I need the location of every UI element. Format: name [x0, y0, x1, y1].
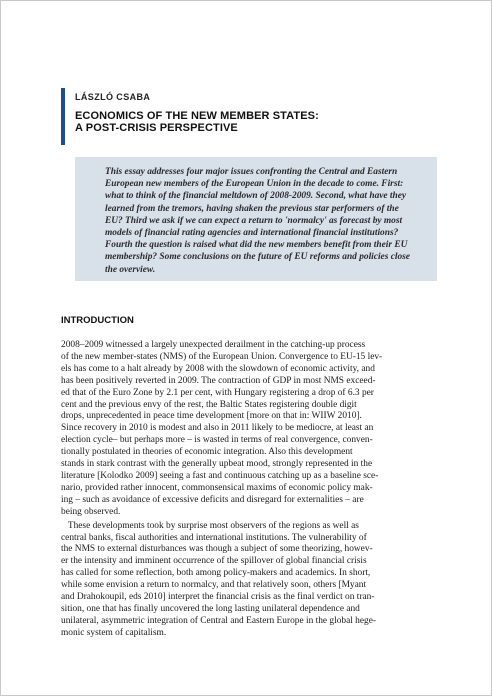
- body-line: sition, one that has finally uncovered the long lasting unilateral dependence and: [61, 603, 360, 614]
- body-line: unilateral, asymmetric integration of Central and Eastern Europe in the global hege-: [61, 615, 376, 626]
- body-line: ed that of the Euro Zone by 2.1 per cent, with Hungary registering a drop of 6.3 per: [61, 387, 374, 398]
- body-line: 2008–2009 witnessed a largely unexpected derailment in the catching-up process: [61, 340, 366, 350]
- article-title: [75, 110, 319, 134]
- body-line: being observed.: [61, 506, 121, 517]
- body-line: election cycle– but perhaps more – is wasted in terms of real convergence, conven-: [61, 435, 373, 446]
- title-accent-bar: [61, 88, 65, 145]
- author-name: LÁSZLÓ CSABA: [75, 92, 151, 102]
- body-line: of the new member-states (NMS) of the European Union. Convergence to EU-15 lev-: [61, 351, 383, 362]
- body-line: and Drahokoupil, eds 2010] interpret the financial crisis as the final verdict on tran-: [61, 592, 375, 603]
- body-line: tionally postulated in theories of economic integration. Also this development: [61, 447, 353, 458]
- abstract-line: Fourth the question is raised what did the new members benefit from their EU: [105, 240, 408, 251]
- body-line: literature [Kolodko 2009] seeing a fast and continuous catching up as a baseline sce-: [61, 470, 379, 481]
- abstract-box: [75, 157, 437, 281]
- paragraph-1: [61, 340, 445, 519]
- paragraph-2: [61, 521, 445, 640]
- abstract-line: models of financial rating agencies and international financial institutions?: [105, 228, 399, 239]
- body-line: Since recovery in 2010 is modest and also in 2011 likely to be mediocre, at least an: [61, 423, 374, 434]
- abstract-line: the overview.: [105, 264, 156, 275]
- body-line: nario, provided rather innocent, commonsensical maxims of economic policy mak-: [61, 482, 373, 493]
- abstract-line: European new members of the European Union in the decade to come. First:: [105, 179, 404, 190]
- body-line: drops, unprecedented in peace time development [more on that in: WIIW 2010].: [61, 411, 362, 422]
- article-title-line: ECONOMICS OF THE NEW MEMBER STATES:: [75, 110, 319, 122]
- article-title-line: A POST-CRISIS PERSPECTIVE: [75, 122, 238, 134]
- abstract-line: what to think of the financial meltdown of 2008-2009. Second, what have they: [105, 191, 407, 202]
- body-line: has called for some reflection, both among policy-makers and academics. In short,: [61, 568, 371, 579]
- abstract-line: learned from the tremors, having shaken the previous star performers of the: [105, 203, 399, 214]
- body-line: while some envision a return to normalcy, and that relatively soon, others [Myant: [61, 580, 367, 591]
- body-line: These developments took by surprise most observers of the regions as well as: [61, 520, 359, 531]
- body-line: the NMS to external disturbances was though a subject of some theorizing, howev-: [61, 544, 373, 555]
- abstract-line: This essay addresses four major issues confronting the Central and Eastern: [105, 167, 398, 177]
- body-line: els has come to a halt already by 2008 with the slowdown of economic activity, and: [61, 363, 375, 374]
- body-line: stands in stark contrast with the generally upbeat mood, strongly represented in the: [61, 459, 373, 470]
- body-line: cent and the previous envy of the rest, the Baltic States registering double digit: [61, 399, 357, 410]
- body-line: er the intensity and imminent occurrence of the spillover of global financial crisis: [61, 556, 367, 567]
- body-line: has been positively reverted in 2009. The contraction of GDP in most NMS exceed-: [61, 375, 376, 386]
- abstract-line: membership? Some conclusions on the future of EU reforms and policies close: [105, 252, 410, 263]
- section-heading-introduction: INTRODUCTION: [61, 315, 134, 326]
- article-header: [61, 88, 441, 145]
- abstract-line: EU? Third we ask if we can expect a return to 'normalcy' as forecast by most: [105, 215, 403, 226]
- body-text: [61, 340, 445, 640]
- body-line: central banks, fiscal authorities and international institutions. The vulnerability of: [61, 532, 367, 543]
- body-line: ing – such as avoidance of excessive deficits and disregard for externalities – are: [61, 494, 364, 505]
- body-line: monic system of capitalism.: [61, 627, 167, 638]
